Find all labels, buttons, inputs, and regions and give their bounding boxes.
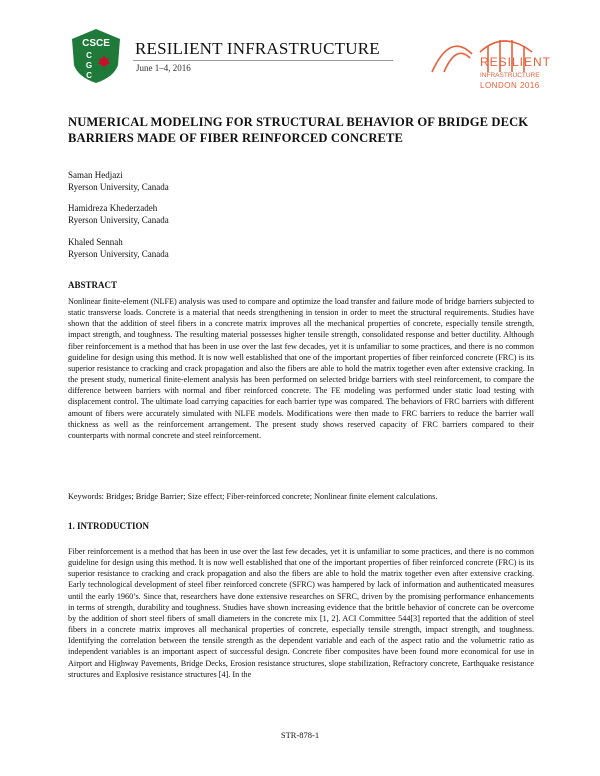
introduction-heading: 1. INTRODUCTION	[68, 521, 150, 531]
paper-title: NUMERICAL MODELING FOR STRUCTURAL BEHAVIOR OF BRIDGE DECK BARRIERS MADE OF FIBER REINFORCED CONCRETE	[68, 115, 529, 145]
header-divider	[133, 60, 393, 61]
author-affiliation: Ryerson University, Canada	[68, 214, 169, 225]
logo-infrastructure-text: INFRASTRUCTURE	[480, 72, 540, 79]
author-block	[68, 237, 169, 260]
abstract-heading: ABSTRACT	[68, 280, 118, 290]
csce-logo	[68, 27, 124, 85]
logo-london-text: LONDON 2016	[480, 81, 540, 90]
csce-logo-letter-c2: C	[86, 71, 92, 80]
introduction-text: Fiber reinforcement is a method that has been in use over the last few decades, yet it is unfamiliar to some practices, and there is no common guideline for design using this method. It is now well established that one of the important properties of fiber reinforced concrete (FRC) is its superior resistance to cracking and crack propagation and also the fibers are able to hold the matrix together even after extensive cracking. Early technological development of steel fiber reinforced concrete (SFRC) was hampered by lack of information and authenticated measures until the early 1960’s. Since that, researchers have done extensive researches on SFRC, driven by the promising performance enhancements in terms of strength, durability and toughness. Studies have shown increasing evidence that the brittle behavior of concrete can be overcome by the addition of short steel fibers of small diameters in the concrete mix [1, 2]. ACI Committee 544[3] reported that the addition of steel fibers in a concrete matrix improves all mechanical properties of concrete, especially tensile strength, impact strength, and toughness. Identifying the correlation between the tensile strength as the dependent variable and each of the aspect ratio and the volumetric ratio as independent variables is an important aspect of successful design. Concrete fiber composites have been found more economical for use in Airport and Highway Pavements, Bridge Decks, Erosion resistance structures, slope stabilization, Refractory concrete, Earthquake resistance structures and Explosive resistance structures [4]. In the	[68, 547, 534, 679]
author-affiliation: Ryerson University, Canada	[68, 181, 169, 192]
csce-logo-text: CSCE	[82, 38, 110, 49]
abstract-text: Nonlinear finite-element (NLFE) analysis was used to compare and optimize the load transfer and failure mode of bridge barriers subjected to static transverse loads. Concrete is a material that needs strengthening in tension in order to meet the structural requirements. Studies have shown that the addition of steel fibers in a concrete matrix improves all the mechanical properties of concrete, especially tensile strength, impact strength, and toughness. The resulting material possesses higher tensile strength, consolidated response and better ductility. Although fiber reinforcement is a method that has been in use over the last few decades, yet it is unfamiliar to some practices, and there is no common guideline for design using this method. It is now well established that one of the important properties of fiber reinforced concrete (FRC) is its superior resistance to cracking and crack propagation and also the fibers are able to hold the matrix together even after extensive cracking. In the present study, numerical finite-element analysis has been performed on selected bridge barriers with steel reinforcement, to compare the difference between barriers with normal and fiber reinforced concrete. The FE modeling was performed under static load testing with displacement control. The ultimate load carrying capacities for each barrier type was compared. The behaviors of FRC barriers with different amount of fibers were accurately simulated with NLFE models. Modifications were then made to FRC barriers to reduce the barrier wall thickness as well as the reinforcement arrangement. The present study shows reserved capacity of FRC barriers compared to their counterparts with normal concrete and steel reinforcement.	[68, 297, 534, 440]
csce-logo-letter-c1: C	[86, 51, 92, 60]
author-block	[68, 203, 169, 226]
author-name: Hamidreza Khederzadeh	[68, 203, 158, 213]
csce-logo-letter-g: G	[85, 61, 93, 70]
logo-resilient-text: RESILIENT	[480, 55, 552, 69]
author-affiliation: Ryerson University, Canada	[68, 248, 169, 259]
page-footer-label: STR-878-1	[280, 730, 320, 740]
conference-date: June 1–4, 2016	[136, 63, 191, 73]
author-name: Khaled Sennah	[68, 237, 123, 247]
keywords-line: Keywords: Bridges; Bridge Barrier; Size effect; Fiber-reinforced concrete; Nonlinear finite element calculations.	[68, 492, 438, 501]
author-name: Saman Hedjazi	[68, 170, 123, 180]
author-block	[68, 170, 169, 193]
conference-title: RESILIENT INFRASTRUCTURE	[135, 39, 380, 58]
resilient-infrastructure-london-logo	[428, 28, 552, 92]
